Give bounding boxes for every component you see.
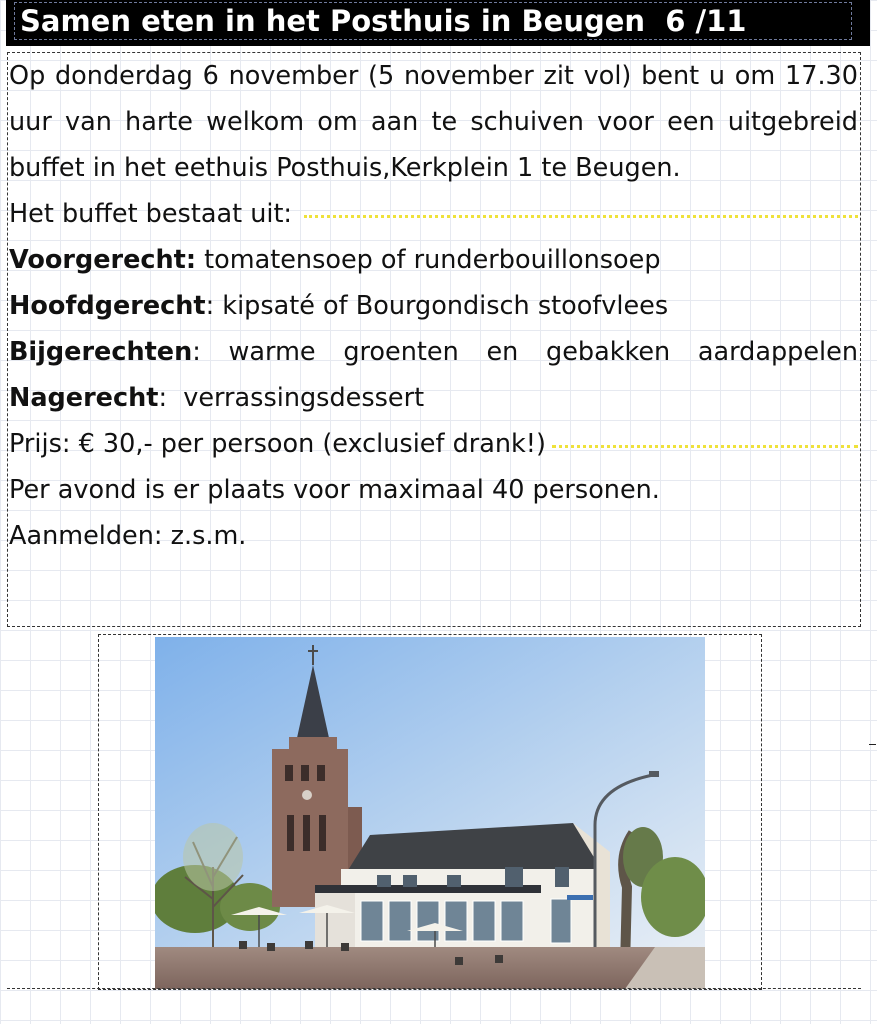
buffet-heading: Het buffet bestaat uit: xyxy=(9,199,293,229)
menu-item-nagerecht xyxy=(9,375,858,421)
menu-separator: : xyxy=(158,383,168,413)
capacity: Per avond is er plaats voor maximaal 40 personen. xyxy=(9,475,660,505)
menu-text: kipsaté of Bourgondisch stoofvlees xyxy=(214,291,669,321)
intro-paragraph: Op donderdag 6 november (5 november zit vol) bent u om 17.30 uur van harte welkom om aan te schuiven voor een uitgebreid buffet in het eethuis Posthuis,Kerkplein 1 te Beugen. xyxy=(9,61,858,183)
signup-line xyxy=(9,513,858,559)
frame-bottom-edge xyxy=(7,988,861,990)
page-title: Samen eten in het Posthuis in Beugen 6 /11 xyxy=(20,4,747,38)
article-body xyxy=(9,53,858,559)
menu-item-bijgerechten xyxy=(9,329,858,375)
menu-separator: : xyxy=(205,291,215,321)
menu-text: warme groenten en gebakken aardappelen xyxy=(200,337,858,367)
menu-label: Hoofdgerecht xyxy=(9,291,206,321)
menu-label: Nagerecht xyxy=(9,383,159,413)
price: Prijs: € 30,- per persoon (exclusief drank!) xyxy=(9,429,546,459)
menu-separator: : xyxy=(185,245,197,275)
menu-text: tomatensoep of runderbouillonsoep xyxy=(196,245,661,275)
menu-label: Voorgerecht xyxy=(9,245,186,275)
signup: Aanmelden: z.s.m. xyxy=(9,521,247,551)
menu-item-voorgerecht xyxy=(9,237,858,283)
capacity-line xyxy=(9,467,858,513)
dot-leader xyxy=(552,425,858,448)
church-and-posthuis-photo xyxy=(155,637,705,989)
frame-overflow-marker xyxy=(869,744,876,745)
price-line xyxy=(9,421,858,467)
dot-leader xyxy=(304,195,858,218)
menu-label: Bijgerechten xyxy=(9,337,193,367)
menu-text: verrassingsdessert xyxy=(167,383,425,413)
menu-separator: : xyxy=(192,337,201,367)
buffet-heading-line xyxy=(9,191,858,237)
menu-item-hoofdgerecht xyxy=(9,283,858,329)
